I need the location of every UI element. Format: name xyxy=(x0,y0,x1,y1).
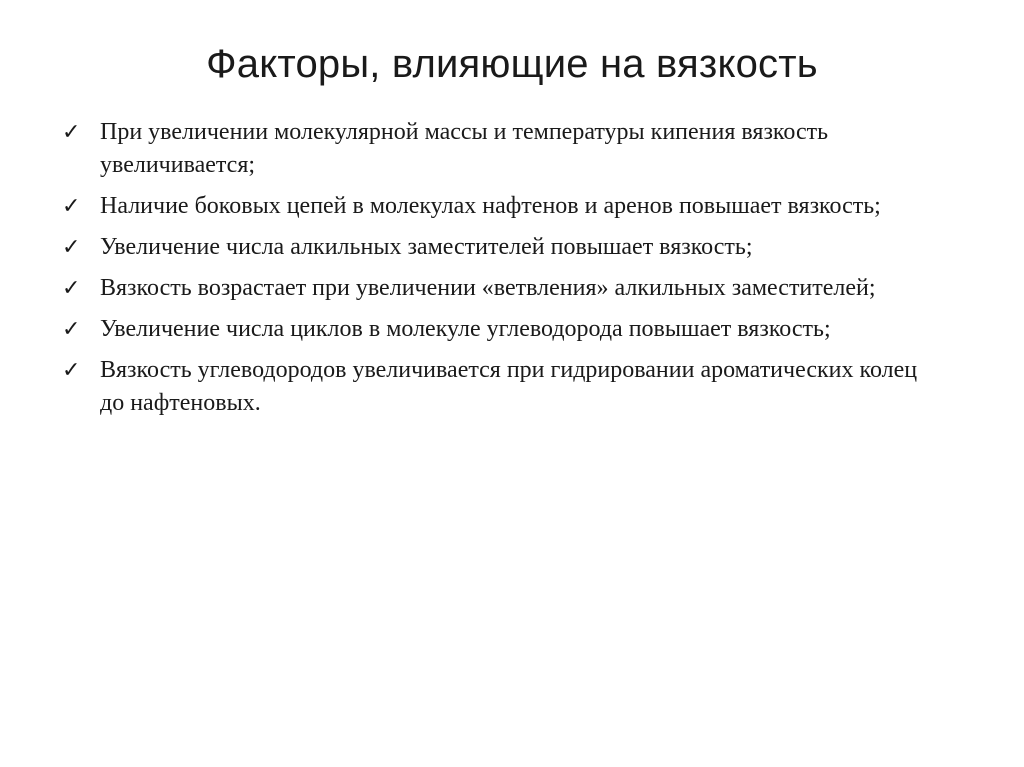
bullet-text: Вязкость возрастает при увеличении «ветвления» алкильных заместителей; xyxy=(100,275,876,301)
bullet-item xyxy=(62,231,942,264)
bullet-text: Увеличение числа алкильных заместителей повышает вязкость; xyxy=(100,234,753,260)
bullet-item xyxy=(62,116,942,182)
bullet-item xyxy=(62,190,942,223)
check-icon: ✓ xyxy=(62,120,81,145)
slide-title: Факторы, влияющие на вязкость xyxy=(206,42,818,86)
check-icon: ✓ xyxy=(62,235,81,260)
check-icon: ✓ xyxy=(62,358,81,383)
bullet-item xyxy=(62,272,942,305)
bullet-text: Увеличение числа циклов в молекуле углеводорода повышает вязкость; xyxy=(100,316,831,342)
check-icon: ✓ xyxy=(62,317,81,342)
bullet-list xyxy=(62,116,942,428)
bullet-text: При увеличении молекулярной массы и температуры кипения вязкость увеличивается; xyxy=(100,119,829,178)
bullet-text: Наличие боковых цепей в молекулах нафтенов и аренов повышает вязкость; xyxy=(100,193,881,219)
bullet-item xyxy=(62,354,942,420)
bullet-item xyxy=(62,313,942,346)
check-icon: ✓ xyxy=(62,194,81,219)
check-icon: ✓ xyxy=(62,276,81,301)
bullet-text: Вязкость углеводородов увеличивается при гидрировании ароматических колец до нафтеновых. xyxy=(100,357,918,416)
